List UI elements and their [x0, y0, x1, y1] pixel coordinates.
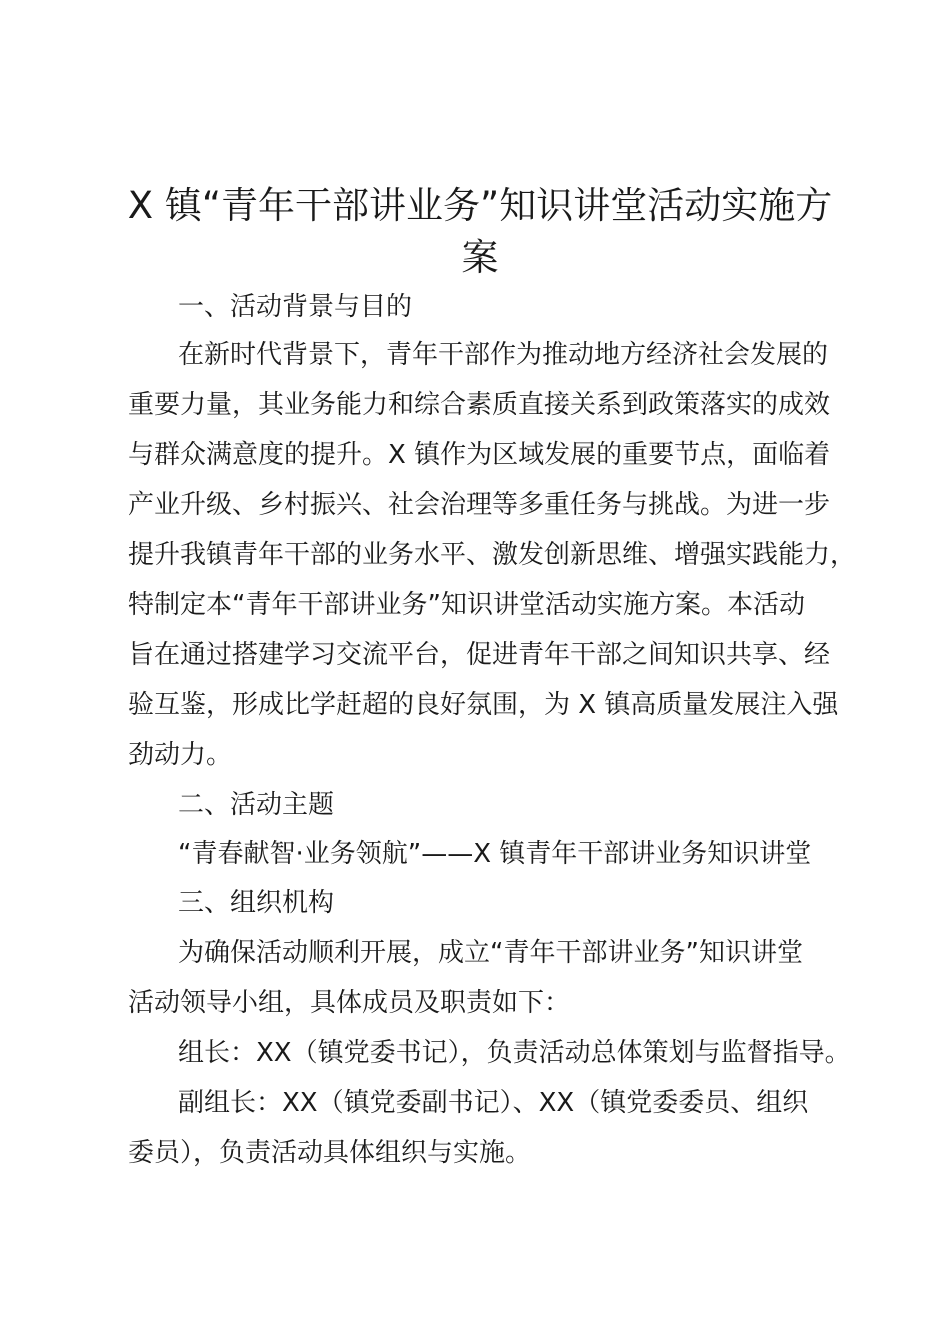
paragraph-line: 验互鉴，形成比学赶超的良好氛围，为 X 镇高质量发展注入强 — [128, 690, 839, 720]
paragraph-line: 提升我镇青年干部的业务水平、激发创新思维、增强实践能力， — [128, 540, 857, 570]
activity-theme: “青春献智·业务领航”——X 镇青年干部讲业务知识讲堂 — [178, 839, 812, 869]
paragraph-line: 产业升级、乡村振兴、社会治理等多重任务与挑战。为进一步 — [128, 490, 831, 520]
paragraph-line: 旨在通过搭建学习交流平台，促进青年干部之间知识共享、经 — [128, 640, 831, 670]
paragraph-line: 委员），负责活动具体组织与实施。 — [128, 1138, 532, 1168]
paragraph-line: 为确保活动顺利开展，成立“青年干部讲业务”知识讲堂 — [178, 938, 803, 968]
paragraph-line: 特制定本“青年干部讲业务”知识讲堂活动实施方案。本活动 — [128, 590, 805, 620]
deputy-leader-line: 副组长：XX（镇党委副书记）、XX（镇党委委员、组织 — [178, 1088, 809, 1118]
paragraph-line: 与群众满意度的提升。X 镇作为区域发展的重要节点，面临着 — [128, 440, 831, 470]
paragraph-line: 重要力量，其业务能力和综合素质直接关系到政策落实的成效 — [128, 390, 831, 420]
section-3-heading: 三、组织机构 — [178, 888, 335, 918]
team-leader-line: 组长：XX（镇党委书记），负责活动总体策划与监督指导。 — [178, 1038, 851, 1068]
paragraph-line: 在新时代背景下，青年干部作为推动地方经济社会发展的 — [178, 340, 829, 370]
paragraph-line: 劲动力。 — [128, 740, 233, 770]
document-title-line-2: 案 — [461, 236, 499, 279]
section-2-heading: 二、活动主题 — [178, 790, 335, 820]
document-title-line-1: X 镇“青年干部讲业务”知识讲堂活动实施方 — [127, 184, 833, 227]
section-1-heading: 一、活动背景与目的 — [178, 292, 413, 322]
paragraph-line: 活动领导小组，具体成员及职责如下： — [128, 988, 571, 1018]
